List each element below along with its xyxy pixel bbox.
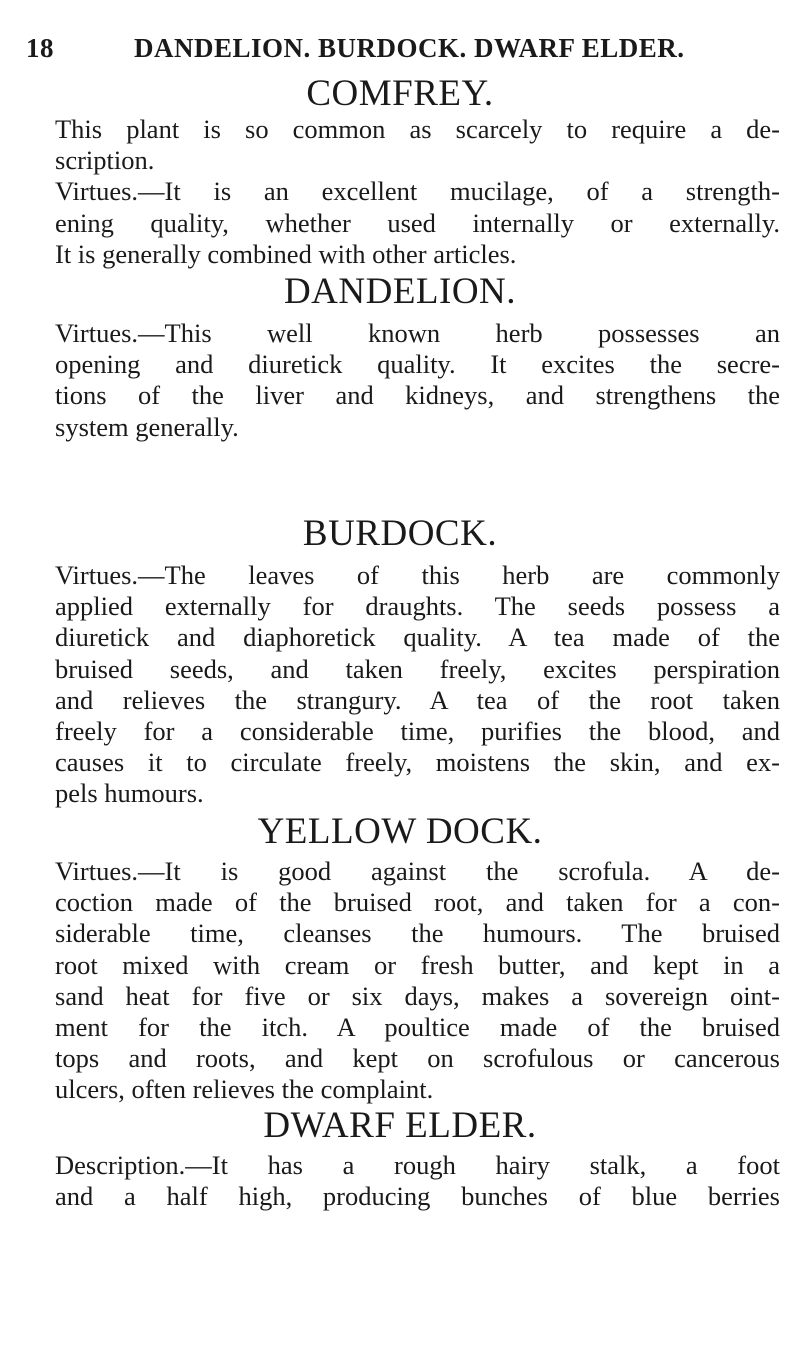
- text-line: opening and diuretick quality. It excites the secre-: [55, 349, 780, 380]
- section-heading-yellow-dock: YELLOW DOCK.: [257, 811, 543, 852]
- text-line: and relieves the strangury. A tea of the root taken: [55, 684, 780, 715]
- text-line: applied externally for draughts. The seeds possess a: [55, 591, 780, 622]
- section-text-dwarf-elder: [55, 1150, 780, 1212]
- text-line: causes it to circulate freely, moistens the skin, and ex-: [55, 747, 780, 778]
- running-head: [26, 30, 786, 66]
- text-line: Virtues.—The leaves of this herb are commonly: [55, 560, 780, 590]
- text-line: root mixed with cream or fresh butter, and kept in a: [55, 949, 780, 980]
- text-line: siderable time, cleanses the humours. The bruised: [55, 918, 780, 949]
- page-number: 18: [26, 33, 54, 63]
- section-heading-dwarf-elder: DWARF ELDER.: [263, 1105, 537, 1146]
- text-line: ulcers, often relieves the complaint.: [55, 1074, 434, 1105]
- text-line: Virtues.—This well known herb possesses an: [55, 318, 780, 348]
- section-heading-dandelion: DANDELION.: [283, 271, 517, 312]
- text-line: ment for the itch. A poultice made of the bruised: [55, 1011, 780, 1042]
- text-line: system generally.: [55, 411, 239, 442]
- text-line: diuretick and diaphoretick quality. A tea made of the: [55, 622, 780, 653]
- section-heading-comfrey: COMFREY.: [306, 73, 494, 114]
- text-line: bruised seeds, and taken freely, excites perspiration: [55, 653, 780, 684]
- running-head-title: DANDELION. BURDOCK. DWARF ELDER.: [134, 33, 685, 63]
- section-text-yellow-dock: [55, 856, 780, 1106]
- text-line: and a half high, producing bunches of blue berries: [55, 1181, 780, 1212]
- section-heading-burdock: BURDOCK.: [302, 513, 498, 554]
- text-line: coction made of the bruised root, and taken for a con-: [55, 887, 780, 918]
- text-line: tions of the liver and kidneys, and strengthens the: [55, 380, 780, 411]
- text-line: Virtues.—It is an excellent mucilage, of a strength-: [55, 176, 780, 207]
- text-line: sand heat for five or six days, makes a sovereign oint-: [55, 980, 780, 1011]
- section-text-comfrey: [55, 114, 780, 270]
- text-line: tops and roots, and kept on scrofulous or cancerous: [55, 1043, 780, 1074]
- text-line: scription.: [55, 145, 155, 176]
- section-text-burdock: [55, 560, 780, 810]
- text-line: ening quality, whether used internally or externally.: [55, 207, 780, 238]
- text-line: Description.—It has a rough hairy stalk, a foot: [55, 1150, 780, 1180]
- text-line: freely for a considerable time, purifies the blood, and: [55, 715, 780, 746]
- text-line: pels humours.: [55, 778, 204, 809]
- section-text-dandelion: [55, 318, 780, 443]
- text-line: This plant is so common as scarcely to require a de-: [55, 114, 780, 144]
- text-line: Virtues.—It is good against the scrofula. A de-: [55, 856, 780, 886]
- text-line: It is generally combined with other articles.: [55, 238, 517, 269]
